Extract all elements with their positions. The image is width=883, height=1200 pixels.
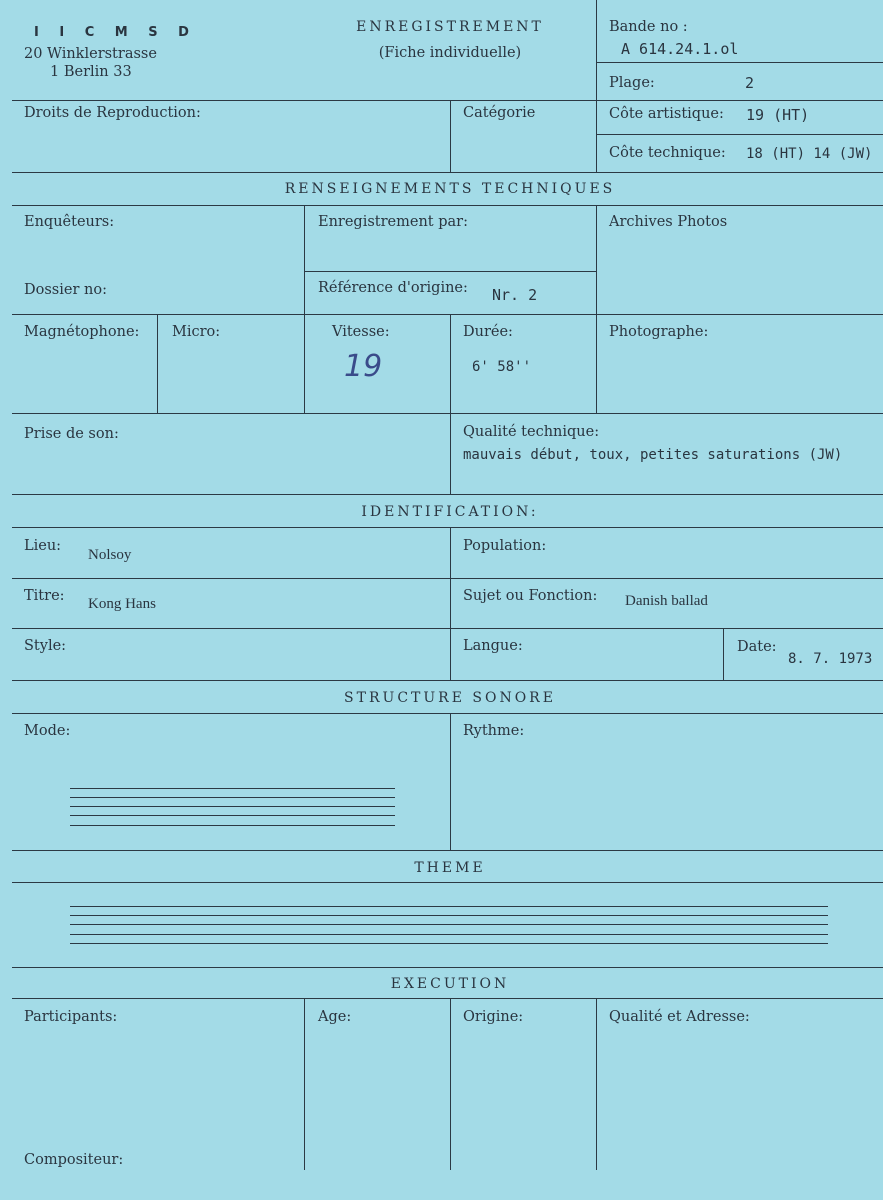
rule (12, 494, 883, 495)
origine-label: Origine: (463, 1009, 524, 1025)
rule (12, 680, 883, 681)
mode-label: Mode: (24, 723, 71, 739)
titre-value[interactable]: Kong Hans (88, 596, 156, 612)
section-renseignements-techniques: RENSEIGNEMENTS TECHNIQUES (284, 181, 616, 197)
style-label: Style: (24, 638, 67, 654)
rule (450, 998, 451, 1170)
compositeur-label: Compositeur: (24, 1152, 124, 1168)
enqueteurs-label: Enquêteurs: (24, 214, 115, 230)
duree-value[interactable]: 6' 58'' (472, 359, 532, 375)
qualite-adresse-label: Qualité et Adresse: (609, 1009, 750, 1025)
vitesse-value[interactable]: 19 (344, 349, 383, 384)
mode-stave-line (70, 797, 395, 798)
mode-stave-line (70, 825, 395, 826)
rule (12, 578, 883, 579)
rule (12, 850, 883, 851)
date-value[interactable]: 8. 7. 1973 (788, 651, 873, 667)
archives-photos-label: Archives Photos (609, 214, 728, 230)
theme-stave-line (70, 943, 828, 944)
rule (12, 527, 883, 528)
rule (304, 205, 305, 413)
reference-value[interactable]: Nr. 2 (492, 286, 538, 304)
sujet-value[interactable]: Danish ballad (625, 593, 708, 609)
qualite-technique-label: Qualité technique: (463, 424, 600, 440)
photographe-label: Photographe: (609, 324, 709, 340)
section-identification: IDENTIFICATION: (361, 504, 539, 520)
age-label: Age: (318, 1009, 352, 1025)
rule (596, 134, 883, 135)
rule (450, 100, 451, 172)
droits-label: Droits de Reproduction: (24, 105, 201, 121)
rule (12, 713, 883, 714)
rule (596, 0, 597, 172)
rule (450, 314, 451, 494)
participants-label: Participants: (24, 1009, 118, 1025)
plage-value[interactable]: 2 (745, 74, 755, 92)
enregistrement-par-label: Enregistrement par: (318, 214, 468, 230)
rule (596, 62, 883, 63)
duree-label: Durée: (463, 324, 513, 340)
rule (12, 628, 883, 629)
population-label: Population: (463, 538, 547, 554)
rule (157, 314, 158, 413)
sujet-label: Sujet ou Fonction: (463, 588, 598, 604)
org-name: I I C M S D (34, 25, 197, 40)
rule (596, 998, 597, 1170)
section-theme: THEME (414, 860, 486, 876)
section-execution: EXECUTION (390, 976, 510, 992)
rule (12, 998, 883, 999)
rule (12, 100, 883, 101)
prise-de-son-label: Prise de son: (24, 426, 119, 442)
qualite-technique-value[interactable]: mauvais début, toux, petites saturations (JW) (463, 447, 843, 463)
rule (596, 205, 597, 413)
mode-stave-line (70, 815, 395, 816)
cote-artistique-label: Côte artistique: (609, 106, 724, 122)
micro-label: Micro: (172, 324, 221, 340)
mode-stave-line (70, 806, 395, 807)
rule (450, 713, 451, 850)
theme-stave-line (70, 924, 828, 925)
rule (12, 314, 883, 315)
bande-value[interactable]: A 614.24.1.ol (621, 40, 739, 58)
rule (12, 413, 883, 414)
rule (304, 998, 305, 1170)
rule (12, 205, 883, 206)
rule (12, 172, 883, 173)
vitesse-label: Vitesse: (332, 324, 390, 340)
reference-label: Référence d'origine: (318, 280, 468, 296)
date-label: Date: (737, 639, 777, 655)
rule (12, 882, 883, 883)
langue-label: Langue: (463, 638, 523, 654)
section-structure-sonore: STRUCTURE SONORE (344, 690, 556, 706)
rule (450, 527, 451, 680)
lieu-label: Lieu: (24, 538, 62, 554)
rule (304, 271, 597, 272)
rule (723, 628, 724, 680)
bande-label: Bande no : (609, 19, 688, 35)
categorie-label: Catégorie (463, 105, 536, 121)
form-title: ENREGISTREMENT (356, 19, 544, 35)
theme-stave-line (70, 934, 828, 935)
magnetophone-label: Magnétophone: (24, 324, 140, 340)
plage-label: Plage: (609, 75, 655, 91)
rythme-label: Rythme: (463, 723, 525, 739)
cote-technique-label: Côte technique: (609, 145, 726, 161)
titre-label: Titre: (24, 588, 65, 604)
lieu-value[interactable]: Nolsoy (88, 547, 132, 563)
theme-stave-line (70, 915, 828, 916)
org-city: 1 Berlin 33 (50, 64, 132, 80)
cote-technique-value[interactable]: 18 (HT) 14 (JW) (746, 146, 873, 162)
cote-artistique-value[interactable]: 19 (HT) (746, 106, 810, 124)
mode-stave-line (70, 788, 395, 789)
rule (12, 967, 883, 968)
theme-stave-line (70, 906, 828, 907)
dossier-label: Dossier no: (24, 282, 107, 298)
form-subtitle: (Fiche individuelle) (378, 45, 522, 61)
org-street: 20 Winklerstrasse (24, 46, 157, 62)
